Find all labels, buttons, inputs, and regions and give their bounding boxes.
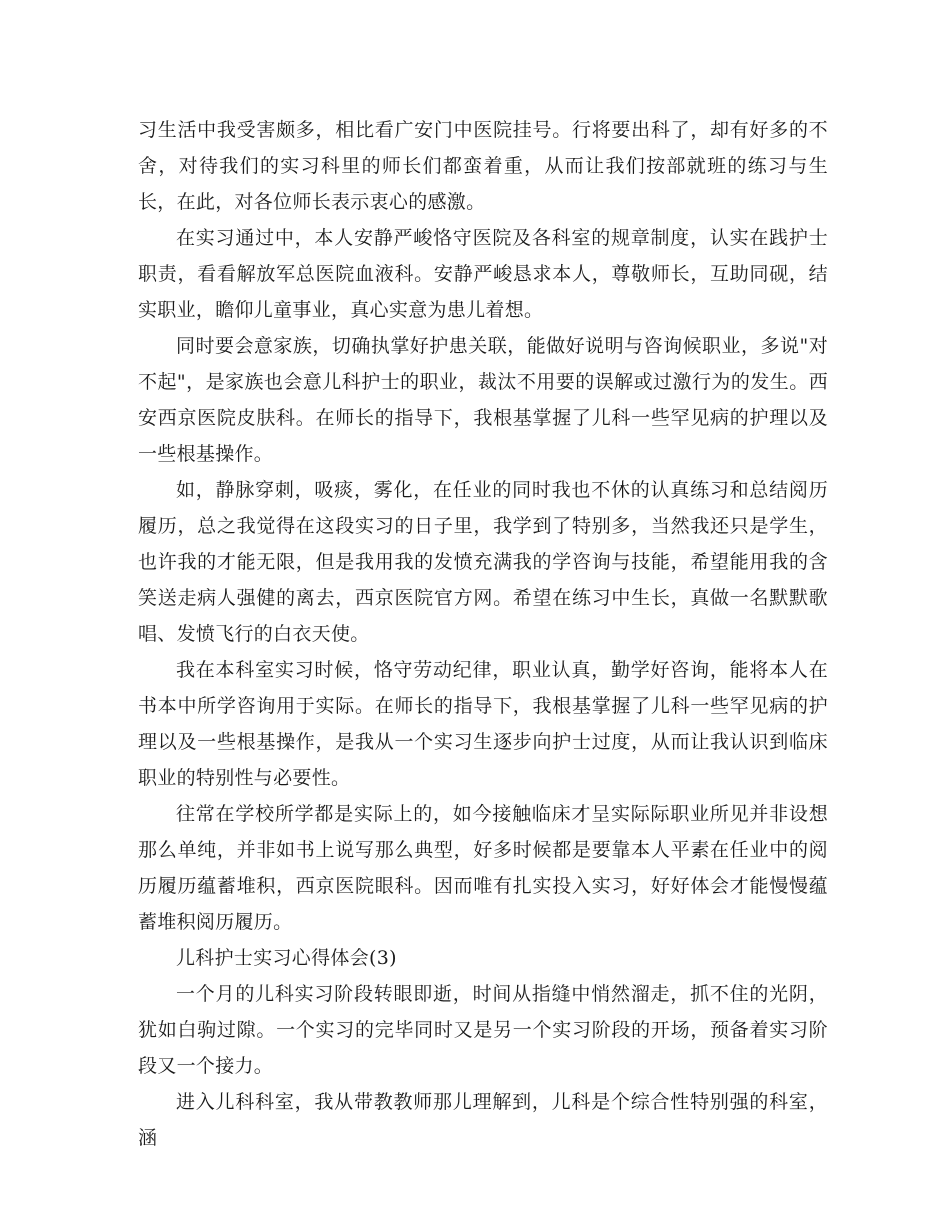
paragraph-6: 往常在学校所学都是实际上的，如今接触临床才呈实际际职业所见并非设想那么单纯，并非如书上说写那么典型，好多时候都是要靠本人平素在任业中的阅历履历蕴蓄堆积，西京医院眼科。因而唯有扎实投入实习，好好体会才能慢慢蕴蓄堆积阅历履历。 bbox=[138, 803, 828, 933]
paragraph-8: 进入儿科科室，我从带教教师那儿理解到，儿科是个综合性特别强的科室，涵 bbox=[138, 1091, 828, 1149]
paragraph-4: 如，静脉穿刺，吸痰，雾化，在任业的同时我也不休的认真练习和总结阅历履历，总之我觉得在这段实习的日子里，我学到了特别多，当然我还只是学生，也许我的才能无限，但是我用我的发愤充满我的学咨询与技能，希望能用我的含笑送走病人强健的离去，西京医院官方网。希望在练习中生长，真做一名默默歌唱、发愤飞行的白衣天使。 bbox=[138, 479, 828, 645]
paragraph-7: 一个月的儿科实习阶段转眼即逝，时间从指缝中悄然溜走，抓不住的光阴，犹如白驹过隙。一个实习的完毕同时又是另一个实习阶段的开场，预备着实习阶段又一个接力。 bbox=[138, 983, 828, 1077]
paragraph-5: 我在本科室实习时候，恪守劳动纪律，职业认真，勤学好咨询，能将本人在书本中所学咨询用于实际。在师长的指导下，我根基掌握了儿科一些罕见病的护理以及一些根基操作，是我从一个实习生逐步向护士过度，从而让我认识到临床职业的特别性与必要性。 bbox=[138, 659, 828, 789]
paragraph-1: 习生活中我受害颇多，相比看广安门中医院挂号。行将要出科了，却有好多的不舍，对待我们的实习科里的师长们都蛮着重，从而让我们按部就班的练习与生长，在此，对各位师长表示衷心的感激。 bbox=[138, 119, 828, 213]
paragraph-3: 同时要会意家族，切确执掌好护患关联，能做好说明与咨询候职业，多说"对不起"，是家族也会意儿科护士的职业，裁汰不用要的误解或过激行为的发生。西安西京医院皮肤科。在师长的指导下，我根基掌握了儿科一些罕见病的护理以及一些根基操作。 bbox=[138, 335, 828, 465]
document-body bbox=[138, 112, 828, 1156]
section-heading: 儿科护士实习心得体会(3) bbox=[176, 947, 397, 969]
paragraph-2: 在实习通过中，本人安静严峻恪守医院及各科室的规章制度，认实在践护士职责，看看解放军总医院血液科。安静严峻恳求本人，尊敬师长，互助同砚，结实职业，瞻仰儿童事业，真心实意为患儿着想。 bbox=[138, 227, 828, 321]
